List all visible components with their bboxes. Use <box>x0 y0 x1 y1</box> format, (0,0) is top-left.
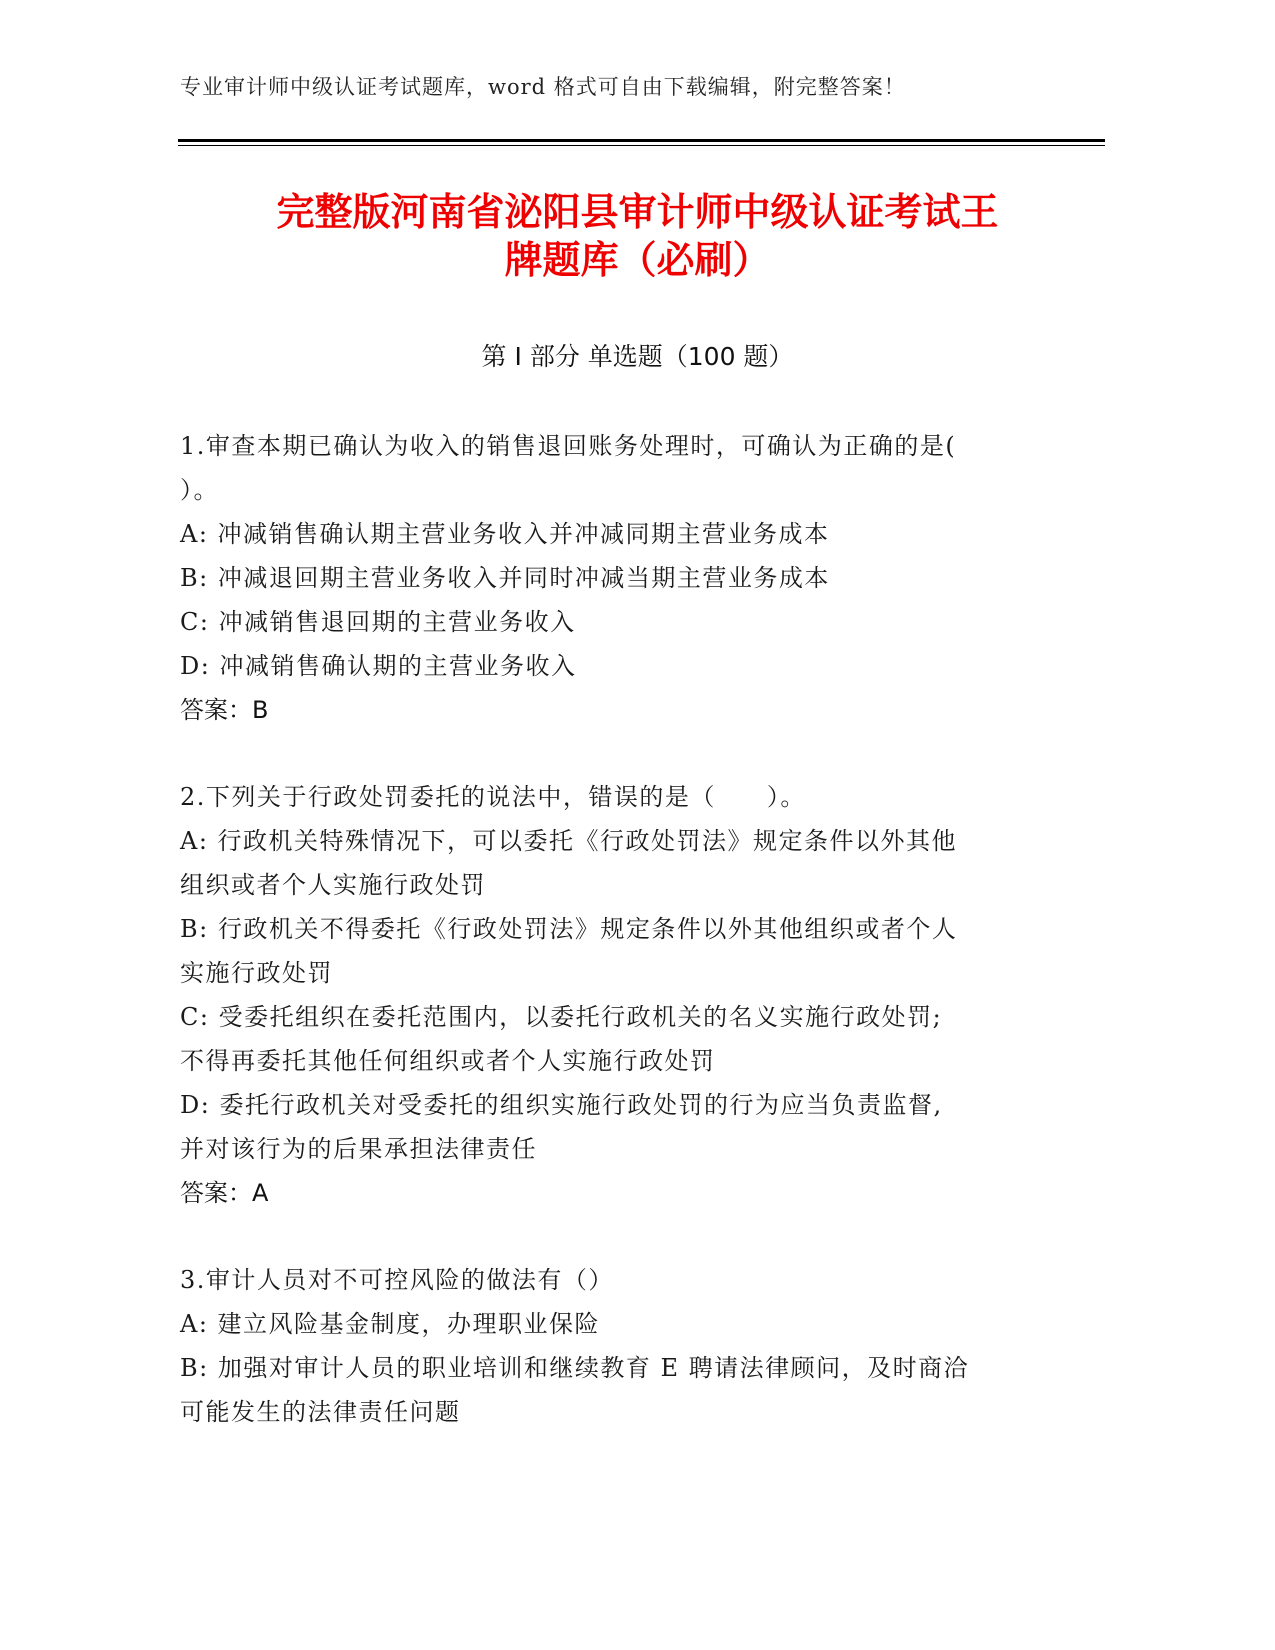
question-2-option-d-line-1: D: 委托行政机关对受委托的组织实施行政处罚的行为应当负责监督, <box>180 1091 943 1119</box>
document-title-line-1: 完整版河南省泌阳县审计师中级认证考试王 <box>276 190 999 234</box>
document-title-line-2: 牌题库（必刷） <box>504 238 771 282</box>
question-1-option-c: C: 冲减销售退回期的主营业务收入 <box>180 608 576 636</box>
question-1-stem-line-2: ）。 <box>180 476 219 504</box>
question-3 <box>180 1258 1040 1434</box>
question-2-option-b-line-1: B: 行政机关不得委托《行政处罚法》规定条件以外其他组织或者个人 <box>180 915 958 943</box>
question-2-option-a-line-1: A: 行政机关特殊情况下，可以委托《行政处罚法》规定条件以外其他 <box>180 827 958 855</box>
question-3-option-a: A: 建立风险基金制度，办理职业保险 <box>180 1310 601 1338</box>
question-3-option-b-line-1: B: 加强对审计人员的职业培训和继续教育 E 聘请法律顾问，及时商洽 <box>180 1354 970 1382</box>
question-2-answer: 答案：A <box>180 1179 269 1207</box>
question-2 <box>180 775 1040 1215</box>
question-list <box>180 424 1040 1477</box>
question-1-answer: 答案：B <box>180 696 269 724</box>
header-note: 专业审计师中级认证考试题库，word 格式可自由下载编辑，附完整答案！ <box>180 75 906 99</box>
question-2-option-a-line-2: 组织或者个人实施行政处罚 <box>180 871 486 899</box>
question-1-stem-line-1: 1.审查本期已确认为收入的销售退回账务处理时，可确认为正确的是( <box>180 432 957 460</box>
question-2-stem: 2.下列关于行政处罚委托的说法中，错误的是（ ）。 <box>180 783 806 811</box>
question-1-option-b: B: 冲减退回期主营业务收入并同时冲减当期主营业务成本 <box>180 564 830 592</box>
header-rule-thick <box>178 139 1105 142</box>
question-1 <box>180 424 1040 732</box>
question-2-option-c-line-2: 不得再委托其他任何组织或者个人实施行政处罚 <box>180 1047 716 1075</box>
document-title <box>150 188 1125 284</box>
section-title: 第 I 部分 单选题（100 题） <box>481 342 794 371</box>
header-rule-thin <box>178 145 1105 146</box>
question-3-option-b-line-2: 可能发生的法律责任问题 <box>180 1398 461 1426</box>
question-2-option-d-line-2: 并对该行为的后果承担法律责任 <box>180 1135 537 1163</box>
question-3-stem: 3.审计人员对不可控风险的做法有（） <box>180 1266 614 1294</box>
question-2-option-c-line-1: C: 受委托组织在委托范围内，以委托行政机关的名义实施行政处罚; <box>180 1003 943 1031</box>
question-1-option-d: D: 冲减销售确认期的主营业务收入 <box>180 652 577 680</box>
question-2-option-b-line-2: 实施行政处罚 <box>180 959 333 987</box>
question-1-option-a: A: 冲减销售确认期主营业务收入并冲减同期主营业务成本 <box>180 520 830 548</box>
